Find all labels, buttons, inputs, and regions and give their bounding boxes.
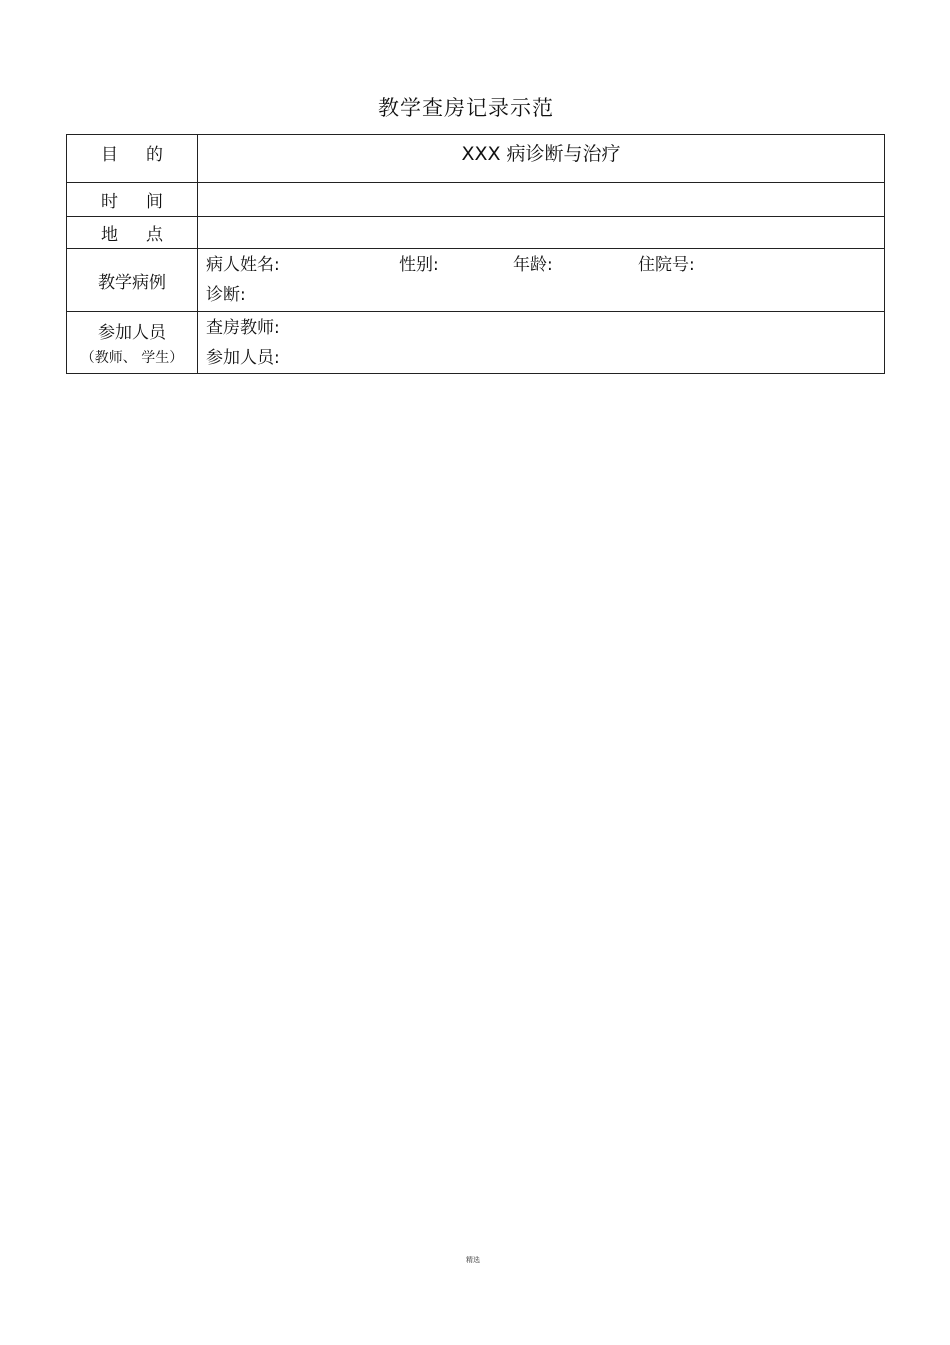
diagnosis-line — [198, 280, 884, 310]
time-label-cell — [67, 183, 198, 217]
case-label-cell: 教学病例 — [67, 249, 198, 312]
time-label-part-2: 间 — [146, 192, 163, 212]
diagnosis-field: 诊断: — [206, 285, 246, 305]
table-row-time — [67, 183, 885, 217]
participants-line — [198, 343, 884, 373]
goal-label-part-2: 的 — [146, 145, 163, 165]
teacher-field: 查房教师: — [206, 317, 280, 338]
goal-value: XXX 病诊断与治疗 — [461, 143, 621, 165]
staff-label: 参加人员 — [98, 323, 166, 343]
case-value-cell[interactable] — [198, 249, 885, 312]
time-value-cell[interactable] — [198, 183, 885, 217]
place-label-part-2: 点 — [146, 225, 163, 245]
table-row-case — [67, 249, 885, 312]
staff-label-cell — [67, 312, 198, 374]
goal-value-cell[interactable] — [198, 135, 885, 183]
patient-name-field: 病人姓名: — [206, 255, 280, 275]
staff-sub-label: （教师、 学生） — [80, 350, 184, 366]
place-label-part-1: 地 — [101, 225, 118, 245]
place-label-cell — [67, 217, 198, 249]
age-field: 年龄: — [513, 255, 553, 275]
table-row-place — [67, 217, 885, 249]
rounds-record-table — [66, 134, 885, 374]
goal-label-cell — [67, 135, 198, 183]
goal-label-part-1: 目 — [101, 145, 118, 165]
teacher-line — [198, 313, 884, 343]
footer-mark: 精选 — [466, 1256, 480, 1264]
staff-value-cell[interactable] — [198, 312, 885, 374]
gender-field: 性别: — [399, 255, 439, 275]
page-title: 教学查房记录示范 — [378, 96, 554, 120]
place-value-cell[interactable] — [198, 217, 885, 249]
table-row-staff — [67, 312, 885, 374]
table-row-goal — [67, 135, 885, 183]
participants-field: 参加人员: — [206, 347, 280, 368]
patient-info-line — [198, 250, 884, 280]
admission-number-field: 住院号: — [638, 255, 695, 275]
time-label-part-1: 时 — [101, 192, 118, 212]
